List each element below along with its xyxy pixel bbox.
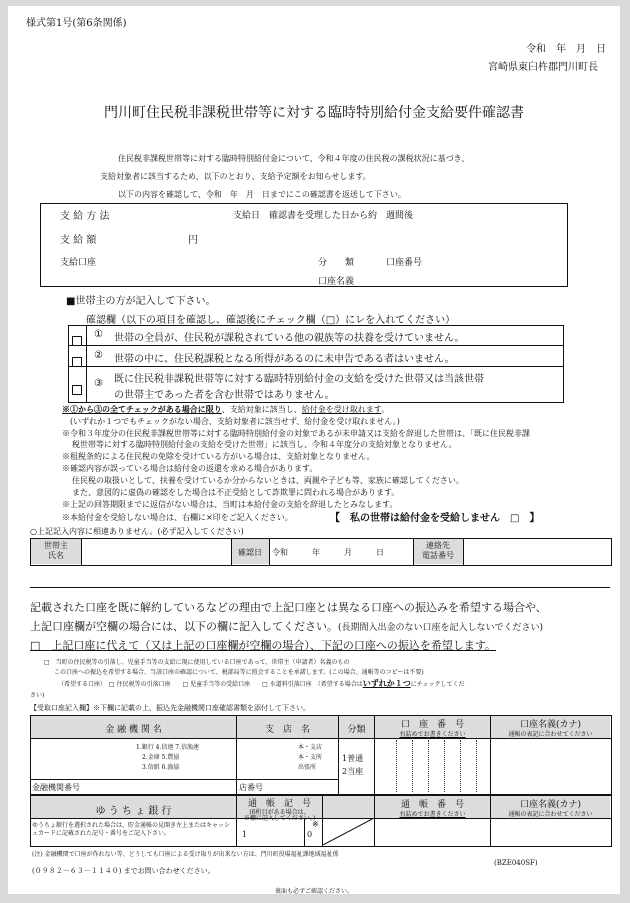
check-box-3[interactable] [72, 379, 84, 398]
note-8: ※上記の回答期限までに返信がない場合は、当町は本給付金の支給を辞退したとみなします。 [62, 500, 398, 509]
check-box-1[interactable] [72, 330, 84, 349]
check-item-3-line-1: 既に住民税非課税世帯等に対する臨時特別給付金の支給を受けた世帯又は当該世帯 [114, 374, 484, 385]
note-2: (いずれか１つでもチェックがない場合、支給対象者に該当せず、給付金を受け取れません。) [70, 417, 400, 426]
account-name-header: 口座名義(カナ) [519, 720, 582, 730]
check-item-3-no: ③ [94, 378, 103, 389]
yucho-kigo-mark: ※ [312, 820, 319, 829]
note-4: ※租税条約による住民税の免除を受けている方がいる場合は、支給対象となりません。 [62, 452, 375, 461]
payment-class-label: 分 類 [318, 258, 355, 268]
date-line: 令和 年 月 日 [526, 44, 606, 55]
branch-type-2: 本・支所 [298, 754, 323, 761]
phone-field[interactable] [466, 541, 606, 561]
yucho-kigo-sub-2: ※欄に記入してください。) [243, 815, 316, 822]
receive-heading: 【受取口座記入欄】※下欄に記載の上、振込先金融機関口座確認書類を添付して下さい。 [30, 704, 310, 712]
payment-account-label: 支給口座 [60, 258, 97, 268]
check-item-2: 世帯の中に、住民税課税となる所得があるのに未申告である者はいません。 [114, 354, 455, 365]
payment-amount-label: 支 給 額 [60, 235, 97, 246]
branch-type-3: 出張所 [298, 764, 317, 771]
yucho-bango-subheader: 右詰めでお書きください [399, 811, 466, 818]
change-request-checkbox[interactable]: □ 上記口座に代えて（又は上記の口座欄が空欄の場合）、下記の口座への振込を希望します。 [30, 639, 497, 652]
branch-type-1: 本・支店 [298, 744, 323, 751]
note-9: ※本給付金を受給しない場合は、右欄に×印をご記入ください。 [62, 513, 293, 522]
yucho-kigo-zero: 0 [307, 830, 313, 839]
branch-header: 支 店 名 [264, 725, 310, 735]
intro-line-1: 住民税非課税世帯等に対する臨時特別給付金について、令和４年度の住民税の課税状況に基づき、 [118, 154, 470, 163]
yucho-name-header: 口座名義(カナ) [519, 800, 582, 810]
check-instruction: 確認欄（以下の項目を確認し、確認後にチェック欄（□）にレを入れてください） [86, 315, 456, 326]
footer-note: (注) 金融機関で口座が作れない等、どうしても口座による受け取りが出来ない方は、門川町役場福祉課地域福祉係 [32, 851, 339, 858]
note-1: ※①から③の全てチェックがある場合に限り、支給対象に該当し、給付金を受け取れます。 [62, 404, 390, 414]
check-item-2-no: ② [94, 350, 103, 361]
head-name-label: 世帯主 氏名 [44, 541, 68, 560]
check-item-1-no: ① [94, 329, 103, 340]
form-number: 様式第1号(第6条関係) [26, 18, 127, 29]
account-name-subheader: 通帳の表記に合わせてください [508, 731, 593, 738]
payment-account-name-label: 口座名義 [318, 277, 355, 287]
bank-types-2: 2.金庫 5.農協 [142, 754, 180, 761]
yucho-kigo-one: 1 [242, 830, 248, 839]
change-paragraph-2: 上記口座欄が空欄の場合には、以下の欄に記入してください。(長期間入出金のない口座を記入しないでください) [30, 620, 544, 633]
yucho-bango-header: 通 帳 番 号 [400, 800, 464, 810]
account-no-header: 口 座 番 号 [400, 720, 464, 730]
note-5: ※確認内容が誤っている場合は給付金の返還を求める場合があります。 [62, 464, 318, 473]
yucho-kigo-header: 通 帳 記 号 [247, 799, 311, 809]
issuer: 宮崎県東臼杵郡門川町長 [488, 62, 598, 73]
phone-label: 連絡先 電話番号 [422, 541, 454, 560]
note-3a: ※令和３年度分の住民税非課税世帯等に対する臨時特別給付金の対象であるが未申請又は支給を辞退した世帯は、「既に住民税非課 [62, 429, 530, 438]
payment-amount-unit: 円 [188, 235, 198, 246]
confirm-date-field[interactable]: 令和 年 月 日 [272, 548, 384, 557]
account-no-subheader: 右詰めでお書きください [399, 731, 466, 738]
bank-types-3: 3.信組 6.漁協 [142, 764, 180, 771]
payment-account-no-label: 口座番号 [386, 258, 423, 268]
check-box-2[interactable] [72, 351, 84, 370]
intro-line-3: 以下の内容を確認して、令和 年 月 日までにこの確認書を返送して下さい。 [118, 190, 406, 199]
head-name-field[interactable] [84, 541, 229, 561]
payment-method-value: 支給日 確認書を受理した日から約 週間後 [233, 211, 414, 221]
bank-name-header: 金 融 機 関 名 [105, 725, 162, 735]
note-6: 住民税の取扱いとして、扶養を受けているか分からないときは、両親や子ども等、家族に確認してください。 [72, 476, 464, 485]
page-title: 門川町住民税非課税世帯等に対する臨時特別給付金支給要件確認書 [104, 105, 524, 121]
branch-number-label: 店番号 [239, 783, 263, 792]
decline-checkbox[interactable]: 【 私の世帯は給付金を受給しません □ 】 [330, 513, 540, 524]
change-paragraph-1: 記載された口座を既に解約しているなどの理由で上記口座とは異なる口座への振込みを希望する場合や、 [30, 601, 547, 614]
form-page [8, 6, 620, 894]
confirm-date-label: 確認日 [238, 548, 262, 557]
bank-number-label: 金融機関番号 [32, 783, 80, 792]
bank-types-1: 1.銀行 4.信連 7.信漁連 [136, 744, 199, 751]
check-item-1: 世帯の全員が、住民税が課税されている他の親族等の扶養を受けていません。 [114, 333, 465, 344]
agree-line: ○上記記入内容に相違ありません。(必ず記入してください) [30, 527, 244, 536]
payment-method-label: 支 給 方 法 [60, 211, 110, 222]
class-header: 分類 [347, 725, 366, 735]
change-sub-4: さい) [30, 692, 45, 699]
footer-code: (BZE040SF) [494, 859, 538, 867]
yucho-diagonal [323, 818, 374, 845]
intro-line-2: 支給対象者に該当するため、以下のとおり、支給予定額をお知らせします。 [100, 172, 371, 181]
change-sub-2: この口座への振込を希望する場合、当該口座の確認について、税部局等に照会することを承諾します。(この場合、通帳等のコピーは不要) [54, 669, 424, 676]
class-option-2[interactable]: 2当座 [342, 767, 364, 776]
check-heading: ■世帯主の方が記入して下さい。 [66, 296, 216, 307]
yucho-name-subheader: 通帳の表記に合わせてください [508, 811, 593, 818]
change-sub-1: □ 当町の住民税等の引落し、児童手当等の支給に現に使用している口座であって、世帯主（申請者）名義のもの [44, 659, 350, 666]
back-notice: 裏面も必ずご確認ください。 [274, 888, 353, 895]
yucho-note: ゆうちょ銀行を選択された場合は、貯金通帳の見開き左上またはキャッシュカードに記載された記号・番号をご記入下さい。 [32, 822, 231, 837]
yucho-header: ゆ う ち ょ 銀 行 [95, 806, 172, 817]
yucho-kigo-sub-1: (6桁目がある場合は、 [249, 809, 310, 816]
change-sub-3: （希望する口座） □ 住民税等の引落口座 □ 児童手当等の受給口座 □ 水道料引落口座 （希望する場合はいずれか１つにチェックしてくだ [58, 678, 465, 688]
footer-phone: (０９８２－６３－１１４０) までお問い合わせください。 [32, 867, 215, 875]
check-item-3-line-2: の世帯主であった者を含む世帯ではありません。 [114, 390, 335, 401]
note-3b: 税世帯等に対する臨時特別給付金の支給を受けた世帯」に該当し、令和４年度分の支給対象となりません。 [72, 440, 457, 449]
class-option-1[interactable]: 1普通 [342, 754, 364, 763]
note-7: また、意図的に虚偽の確認をした場合は不正受給として詐欺罪に問われる場合があります。 [72, 488, 400, 497]
